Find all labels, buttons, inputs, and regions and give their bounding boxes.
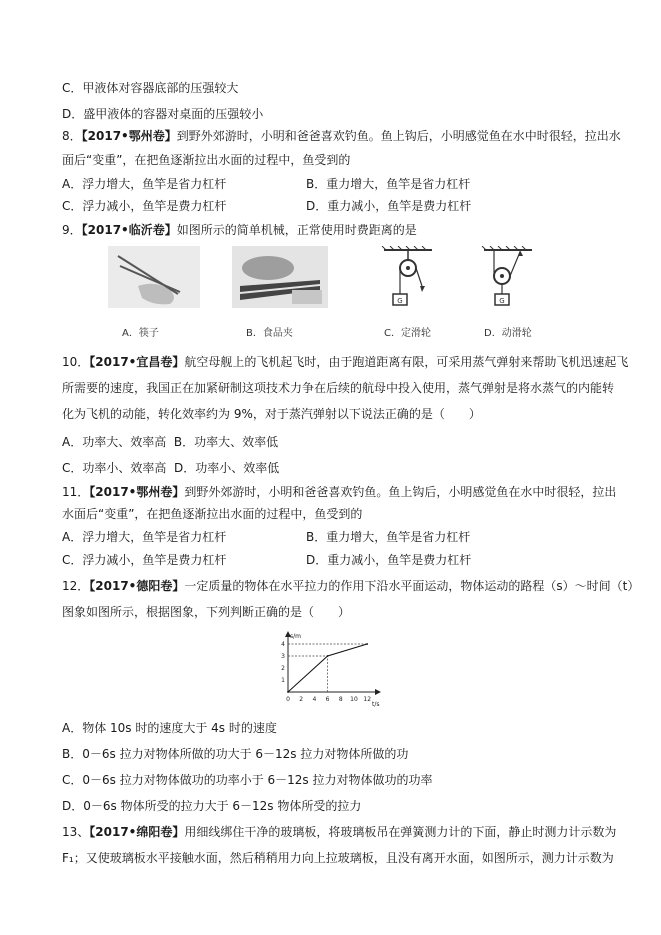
figure-fixed-pulley — [378, 246, 450, 346]
q10-option-d: D．功率小、效率低 — [174, 461, 280, 475]
figure-food-tongs — [232, 246, 328, 346]
fixed-pulley-illustration — [378, 246, 450, 312]
q10-option-c: C．功率小、效率高 — [62, 461, 167, 475]
tongs-illustration — [232, 246, 328, 312]
q11-stem-line2: 水面后“变重”，在把鱼逐渐拉出水面的过程中，鱼受到的 — [62, 507, 363, 521]
x-tick-label: 2 — [299, 696, 304, 703]
y-tick-label: 4 — [281, 641, 285, 648]
figure-chopsticks — [108, 246, 200, 346]
q10-stem-line3: 化为飞机的动能，转化效率约为 9%，对于蒸汽弹射以下说法正确的是（ ） — [62, 407, 481, 421]
q9-stem — [62, 222, 417, 238]
y-tick-label: 1 — [281, 677, 285, 684]
q11-option-b: B．重力增大，鱼竿是省力杠杆 — [306, 530, 471, 544]
q10-source: 【2017•宜昌卷】 — [89, 355, 185, 369]
data-point — [287, 691, 289, 693]
q8-stem-text: 到野外郊游时，小明和爸爸喜欢钓鱼。鱼上钩后，小明感觉鱼在水中时很轻，拉出水 — [176, 129, 621, 143]
q12-option-a: A．物体 10s 时的速度大于 4s 时的速度 — [62, 721, 277, 735]
q12-option-d: D．0－6s 物体所受的拉力大于 6－12s 物体所受的拉力 — [62, 799, 362, 813]
y-axis-label: s/m — [290, 633, 301, 640]
q9-number: 9． — [62, 223, 82, 237]
q11-number: 11． — [62, 485, 90, 499]
x-tick-label: 10 — [350, 696, 358, 703]
x-tick-label: 8 — [338, 696, 343, 703]
q11-stem-line1 — [62, 484, 616, 500]
svg-text:G: G — [397, 297, 403, 305]
caption-b: B．食品夹 — [246, 328, 293, 339]
y-tick-label: 2 — [281, 665, 285, 672]
q12-option-b: B．0－6s 拉力对物体所做的功大于 6－12s 拉力对物体所做的功 — [62, 747, 409, 761]
x-tick-label: 6 — [325, 696, 330, 703]
movable-pulley-illustration — [480, 246, 552, 312]
q11-source: 【2017•鄂州卷】 — [89, 485, 185, 499]
x-tick-label: 4 — [312, 696, 317, 703]
q8-option-a: A．浮力增大，鱼竿是省力杠杆 — [62, 177, 227, 191]
x-axis-label: t/s — [372, 701, 380, 708]
x-tick-label: 12 — [363, 696, 372, 703]
figure-movable-pulley — [480, 246, 552, 346]
q13-stem-text: 用细线绑住干净的玻璃板，将玻璃板吊在弹簧测力计的下面，静止时测力计示数为 — [184, 825, 617, 839]
caption-c: C．定滑轮 — [384, 328, 431, 339]
data-point — [327, 655, 329, 657]
q8-option-c: C．浮力减小，鱼竿是费力杠杆 — [62, 199, 227, 213]
q12-option-c: C．0－6s 拉力对物体做功的功率小于 6－12s 拉力对物体做功的功率 — [62, 773, 433, 787]
q12-stem-text: 一定质量的物体在水平拉力的作用下沿水平面运动，物体运动的路程（s）～时间（t） — [184, 579, 640, 593]
q9-stem-text: 如图所示的简单机械，正常使用时费距离的是 — [176, 223, 417, 237]
q13-stem-line2: F₁；又使玻璃板水平接触水面，然后稍稍用力向上拉玻璃板，且没有离开水面，如图所示，测力计示数为 — [62, 851, 614, 865]
q10-option-cd — [62, 460, 279, 476]
q8-stem-line1 — [62, 128, 621, 144]
st-graph — [268, 628, 388, 710]
q10-stem-line1 — [62, 354, 628, 370]
q11-option-d: D．重力减小，鱼竿是费力杠杆 — [306, 553, 472, 567]
q12-source: 【2017•德阳卷】 — [89, 579, 185, 593]
q11-stem-text: 到野外郊游时，小明和爸爸喜欢钓鱼。鱼上钩后，小明感觉鱼在水中时很轻，拉出 — [184, 485, 617, 499]
prev-option-c: C．甲液体对容器底部的压强较大 — [62, 81, 239, 95]
q8-option-b: B．重力增大，鱼竿是省力杠杆 — [306, 177, 471, 191]
q10-option-a: A．功率大、效率高 — [62, 435, 167, 449]
q11-option-a: A．浮力增大，鱼竿是省力杠杆 — [62, 530, 227, 544]
prev-option-d: D．盛甲液体的容器对桌面的压强较小 — [62, 107, 264, 121]
q13-number: 13、 — [62, 825, 90, 839]
q8-option-d: D．重力减小，鱼竿是费力杠杆 — [306, 199, 472, 213]
q8-number: 8． — [62, 129, 82, 143]
caption-a: A．筷子 — [122, 328, 159, 339]
q10-option-b: B．功率大、效率低 — [173, 435, 279, 449]
svg-text:G: G — [499, 297, 505, 305]
q10-option-ab — [62, 434, 278, 450]
q10-stem-line2: 所需要的速度，我国正在加紧研制这项技术力争在后续的航母中投入使用，蒸气弹射是将水蒸气的内能转 — [62, 381, 615, 395]
data-point — [366, 643, 368, 645]
q12-stem-line2: 图象如图所示，根据图象，下列判断正确的是（ ） — [62, 605, 351, 619]
q13-stem-line1 — [62, 824, 616, 840]
y-tick-label: 3 — [281, 653, 285, 660]
q11-option-c: C．浮力减小，鱼竿是费力杠杆 — [62, 553, 227, 567]
q10-stem-text: 航空母舰上的飞机起飞时，由于跑道距离有限，可采用蒸气弹射来帮助飞机迅速起飞 — [184, 355, 629, 369]
x-tick-label: 0 — [286, 696, 290, 703]
q12-stem-line1 — [62, 578, 639, 594]
caption-d: D．动滑轮 — [484, 328, 532, 339]
q8-source: 【2017•鄂州卷】 — [81, 129, 177, 143]
q13-source: 【2017•绵阳卷】 — [89, 825, 185, 839]
q12-number: 12． — [62, 579, 90, 593]
q8-stem-line2: 面后“变重”，在把鱼逐渐拉出水面的过程中，鱼受到的 — [62, 153, 351, 167]
chopsticks-illustration — [108, 246, 200, 312]
q10-number: 10． — [62, 355, 90, 369]
q9-source: 【2017•临沂卷】 — [81, 223, 177, 237]
